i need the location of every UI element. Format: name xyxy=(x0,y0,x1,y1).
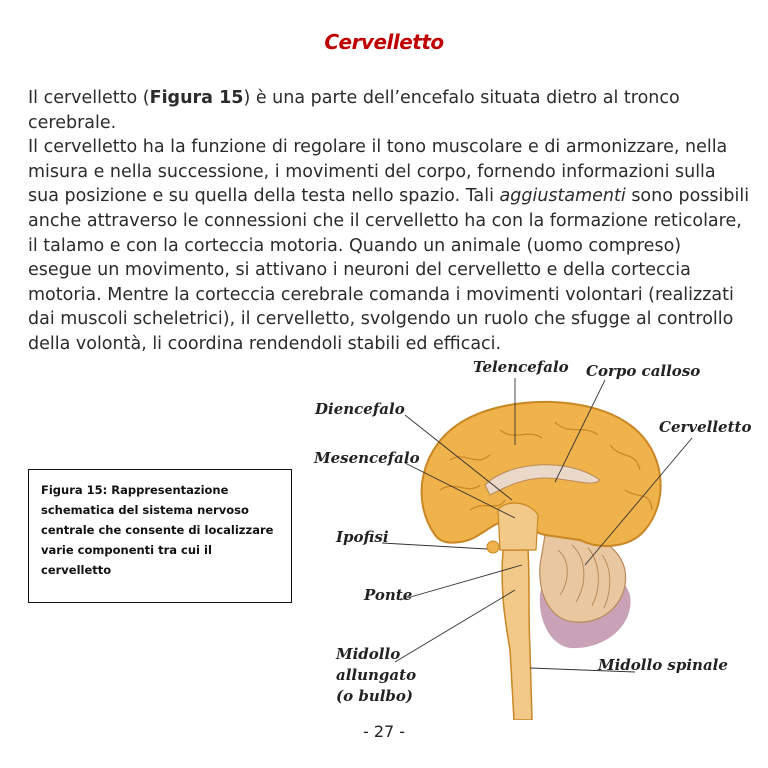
label-midollo-allungato-2: allungato xyxy=(336,666,417,684)
label-midollo-allungato-3: (o bulbo) xyxy=(336,687,414,705)
spinal-cord-shape xyxy=(502,550,532,720)
label-cervelletto: Cervelletto xyxy=(659,418,752,436)
body-text xyxy=(28,86,750,357)
brainstem-shape xyxy=(498,503,538,550)
figure-caption-box xyxy=(28,469,292,603)
leader-midollo-allungato xyxy=(395,590,515,662)
page-title: Cervelletto xyxy=(324,30,444,54)
figure-caption: Figura 15: Rappresentazione schematica del sistema nervoso centrale che consente di localizzare varie componenti tra cui il cervelletto xyxy=(41,483,274,577)
label-midollo-spinale: Midollo spinale xyxy=(598,656,728,674)
label-midollo-allungato-1: Midollo xyxy=(336,645,401,663)
paragraph-function xyxy=(28,135,750,356)
label-ipofisi: Ipofisi xyxy=(336,528,389,546)
label-diencefalo: Diencefalo xyxy=(315,400,405,418)
paragraph-intro-pre: Il cervelletto ( xyxy=(28,88,150,108)
label-corpo-calloso: Corpo calloso xyxy=(586,362,701,380)
paragraph-intro xyxy=(28,86,750,135)
paragraph-function-part2: sono possibili anche attraverso le connessioni che il cervelletto ha con la formazione reticolare, il talamo e con la corteccia motoria. Quando un animale (uomo compreso) esegue un movimento, si attivano i neuroni del cervelletto e della corteccia motoria. Mentre la corteccia cerebrale comanda i movimenti volontari (realizzati dai muscoli scheletrici), il cervelletto, svolgendo un ruolo che sfugge al controllo della volontà, li coordina rendendoli stabili ed efficaci. xyxy=(28,186,750,354)
label-mesencefalo: Mesencefalo xyxy=(314,449,420,467)
paragraph-function-part1: Il cervelletto ha la funzione di regolare il tono muscolare e di armonizzare, nella misura e nella successione, i movimenti del corpo, fornendo informazioni sulla sua posizione e su quella della testa nello spazio. Tali xyxy=(28,137,728,207)
pituitary-shape xyxy=(487,541,499,553)
paragraph-intro-post: ) è una parte dell’encefalo situata dietro al tronco cerebrale. xyxy=(28,88,680,133)
brain-figure xyxy=(300,350,768,720)
label-ponte: Ponte xyxy=(364,586,413,604)
page-number: - 27 - xyxy=(362,722,406,741)
leader-ipofisi xyxy=(382,543,487,549)
figure-reference: Figura 15 xyxy=(149,88,244,108)
emphasis-aggiustamenti: aggiustamenti xyxy=(499,186,626,207)
label-telencefalo: Telencefalo xyxy=(473,358,569,376)
